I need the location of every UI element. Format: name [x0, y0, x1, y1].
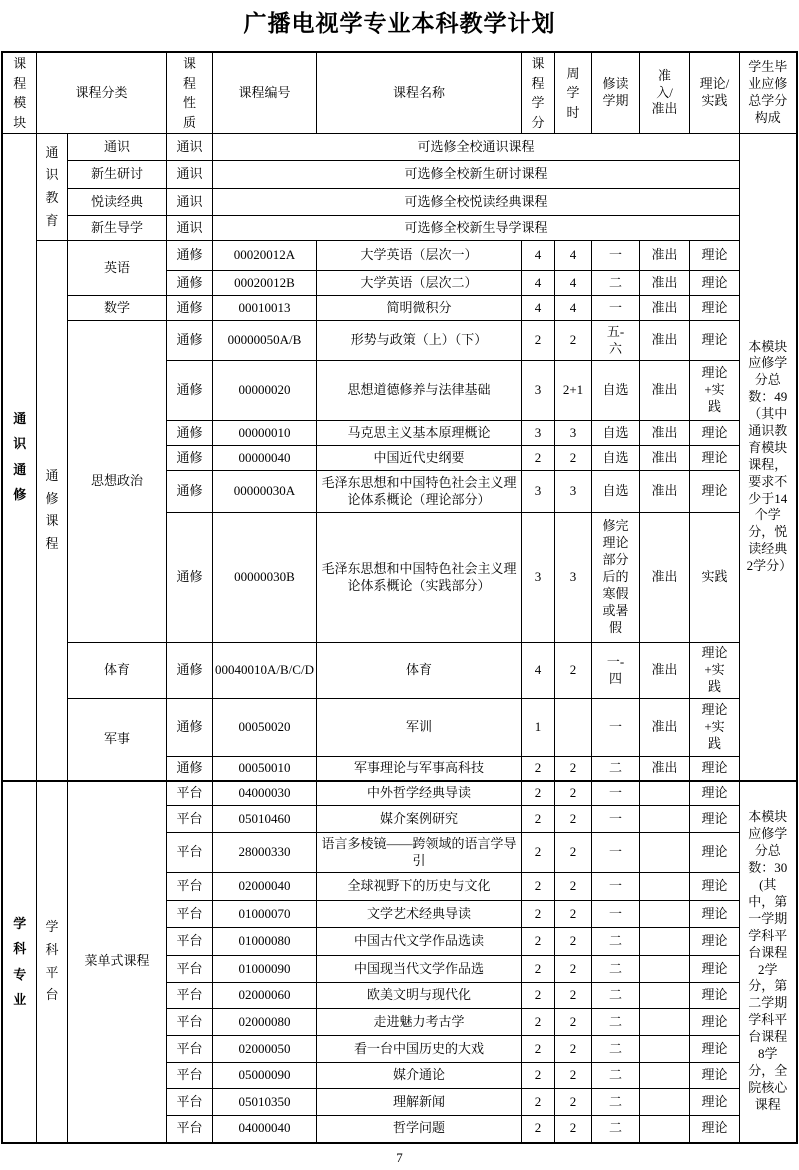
course-nature: 平台	[167, 833, 213, 873]
course-semester: 一	[592, 901, 640, 928]
course-code: 00050010	[213, 757, 317, 781]
table-row	[2, 699, 796, 757]
course-theory-practice: 理论	[690, 928, 740, 956]
course-name: 媒介案例研究	[317, 806, 522, 833]
elective-note: 可选修全校通识课程	[213, 134, 740, 161]
course-name: 欧美文明与现代化	[317, 983, 522, 1009]
table-row	[2, 781, 796, 806]
course-name: 军训	[317, 699, 522, 757]
elective-note: 可选修全校新生导学课程	[213, 216, 740, 241]
course-theory-practice: 理论	[690, 983, 740, 1009]
course-semester: 自选	[592, 421, 640, 446]
course-name: 哲学问题	[317, 1116, 522, 1143]
course-theory-practice: 理论	[690, 757, 740, 781]
course-name: 马克思主义基本原理概论	[317, 421, 522, 446]
course-credits: 2	[522, 873, 555, 901]
course-credits: 3	[522, 361, 555, 421]
course-credits: 2	[522, 1089, 555, 1116]
course-semester: 自选	[592, 471, 640, 513]
course-entry-exit	[640, 873, 690, 901]
course-code: 00010013	[213, 296, 317, 321]
course-theory-practice: 理论	[690, 321, 740, 361]
course-name: 中国现当代文学作品选	[317, 956, 522, 983]
table-row	[2, 241, 796, 271]
course-nature: 通修	[167, 643, 213, 699]
row-category: 通识	[67, 134, 166, 161]
course-entry-exit	[640, 1063, 690, 1089]
course-credits: 2	[522, 1116, 555, 1143]
course-theory-practice: 理论	[690, 901, 740, 928]
elective-note: 可选修全校悦读经典课程	[213, 189, 740, 216]
course-credits: 2	[522, 956, 555, 983]
course-hours: 2	[555, 757, 592, 781]
col-header-grad-total: 学生毕业应修总学分构成	[740, 52, 797, 134]
course-nature: 通识	[167, 161, 213, 189]
course-entry-exit	[640, 983, 690, 1009]
course-credits: 4	[522, 241, 555, 271]
course-credits: 2	[522, 1063, 555, 1089]
header-row	[2, 52, 796, 134]
course-hours: 2	[555, 928, 592, 956]
course-entry-exit: 准出	[640, 757, 690, 781]
course-nature: 通修	[167, 421, 213, 446]
course-semester: 一	[592, 781, 640, 806]
course-semester: 一-四	[592, 643, 640, 699]
course-theory-practice: 理论	[690, 241, 740, 271]
course-credits: 2	[522, 983, 555, 1009]
course-hours: 2	[555, 873, 592, 901]
course-code: 00050020	[213, 699, 317, 757]
course-code: 02000040	[213, 873, 317, 901]
course-semester: 自选	[592, 361, 640, 421]
course-semester: 二	[592, 956, 640, 983]
row-category: 菜单式课程	[67, 781, 166, 1143]
table-row	[2, 321, 796, 361]
course-entry-exit	[640, 1009, 690, 1036]
course-code: 28000330	[213, 833, 317, 873]
course-name: 中国古代文学作品选读	[317, 928, 522, 956]
course-name: 毛泽东思想和中国特色社会主义理论体系概论（理论部分）	[317, 471, 522, 513]
course-code: 00020012B	[213, 271, 317, 296]
course-credits: 2	[522, 757, 555, 781]
course-entry-exit: 准出	[640, 296, 690, 321]
course-semester: 五-六	[592, 321, 640, 361]
course-nature: 平台	[167, 928, 213, 956]
module2-credit-note: 本模块应修学分总数：30(其中，第一学期学科平台课程2学分，第二学期学科平台课程8学分，全院核心课程	[740, 781, 797, 1143]
course-nature: 通修	[167, 321, 213, 361]
module2-label: 学科专业	[2, 781, 36, 1143]
course-hours: 4	[555, 241, 592, 271]
row-category: 思想政治	[67, 321, 166, 643]
course-code: 00000050A/B	[213, 321, 317, 361]
course-name: 大学英语（层次一）	[317, 241, 522, 271]
course-entry-exit	[640, 806, 690, 833]
course-nature: 通识	[167, 216, 213, 241]
table-row	[2, 189, 796, 216]
course-credits: 3	[522, 513, 555, 643]
module1-label: 通识通修	[2, 134, 36, 781]
course-entry-exit	[640, 833, 690, 873]
course-hours: 2	[555, 446, 592, 471]
course-name: 理解新闻	[317, 1089, 522, 1116]
course-hours: 2	[555, 1036, 592, 1063]
col-header-category: 课程分类	[36, 52, 166, 134]
course-nature: 平台	[167, 956, 213, 983]
col-header-entry-exit: 准入/准出	[640, 52, 690, 134]
course-nature: 通修	[167, 471, 213, 513]
course-hours: 2	[555, 781, 592, 806]
course-code: 00000020	[213, 361, 317, 421]
course-code: 02000060	[213, 983, 317, 1009]
course-credits: 2	[522, 901, 555, 928]
course-name: 中国近代史纲要	[317, 446, 522, 471]
course-credits: 2	[522, 806, 555, 833]
course-code: 00000040	[213, 446, 317, 471]
course-semester: 二	[592, 1009, 640, 1036]
course-entry-exit: 准出	[640, 446, 690, 471]
course-nature: 通修	[167, 241, 213, 271]
course-hours: 4	[555, 296, 592, 321]
course-nature: 通修	[167, 361, 213, 421]
course-code: 00040010A/B/C/D	[213, 643, 317, 699]
course-hours: 3	[555, 471, 592, 513]
course-theory-practice: 理论	[690, 471, 740, 513]
course-nature: 通修	[167, 296, 213, 321]
course-hours: 2	[555, 1009, 592, 1036]
page-title: 广播电视学专业本科教学计划	[243, 10, 556, 36]
course-code: 05000090	[213, 1063, 317, 1089]
course-theory-practice: 理论	[690, 781, 740, 806]
course-hours: 2	[555, 321, 592, 361]
course-nature: 通识	[167, 134, 213, 161]
course-theory-practice: 理论	[690, 446, 740, 471]
course-name: 走进魅力考古学	[317, 1009, 522, 1036]
col-header-module: 课程模块	[2, 52, 36, 134]
course-theory-practice: 理论	[690, 1089, 740, 1116]
course-semester: 修完理论部分后的寒假或暑假	[592, 513, 640, 643]
course-semester: 一	[592, 296, 640, 321]
table-row	[2, 643, 796, 699]
row-category: 数学	[67, 296, 166, 321]
course-entry-exit: 准出	[640, 421, 690, 446]
course-entry-exit	[640, 928, 690, 956]
course-code: 00000030B	[213, 513, 317, 643]
course-semester: 一	[592, 873, 640, 901]
course-nature: 平台	[167, 873, 213, 901]
course-code: 05010350	[213, 1089, 317, 1116]
course-hours: 2	[555, 983, 592, 1009]
course-theory-practice: 理论	[690, 956, 740, 983]
course-theory-practice: 理论	[690, 806, 740, 833]
course-hours: 2	[555, 956, 592, 983]
row-category: 英语	[67, 241, 166, 296]
course-credits: 3	[522, 421, 555, 446]
col-header-code: 课程编号	[213, 52, 317, 134]
table-row	[2, 134, 796, 161]
course-credits: 4	[522, 643, 555, 699]
course-theory-practice: 理论	[690, 421, 740, 446]
col-header-credits: 课程学分	[522, 52, 555, 134]
course-theory-practice: 理论	[690, 1036, 740, 1063]
teaching-plan-table	[1, 51, 797, 1144]
course-name: 大学英语（层次二）	[317, 271, 522, 296]
course-credits: 2	[522, 1009, 555, 1036]
elective-note: 可选修全校新生研讨课程	[213, 161, 740, 189]
course-semester: 二	[592, 271, 640, 296]
course-semester: 一	[592, 833, 640, 873]
course-nature: 平台	[167, 1063, 213, 1089]
course-nature: 通识	[167, 189, 213, 216]
course-entry-exit: 准出	[640, 471, 690, 513]
course-name: 军事理论与军事高科技	[317, 757, 522, 781]
course-entry-exit: 准出	[640, 241, 690, 271]
course-name: 文学艺术经典导读	[317, 901, 522, 928]
row-category: 新生研讨	[67, 161, 166, 189]
course-theory-practice: 理论	[690, 1063, 740, 1089]
row-category: 体育	[67, 643, 166, 699]
course-hours: 4	[555, 271, 592, 296]
course-semester: 二	[592, 928, 640, 956]
col-header-theory-practice: 理论/实践	[690, 52, 740, 134]
course-code: 01000090	[213, 956, 317, 983]
course-nature: 平台	[167, 1116, 213, 1143]
course-credits: 2	[522, 1036, 555, 1063]
page-number: 7	[396, 1149, 403, 1165]
course-semester: 自选	[592, 446, 640, 471]
course-semester: 二	[592, 1116, 640, 1143]
course-semester: 二	[592, 1036, 640, 1063]
course-nature: 平台	[167, 806, 213, 833]
course-semester: 一	[592, 241, 640, 271]
course-credits: 2	[522, 928, 555, 956]
module1-credit-note: 本模块应修学分总数：49（其中通识教育模块课程，要求不少于14个学分，悦读经典2学分）	[740, 134, 797, 781]
course-entry-exit	[640, 901, 690, 928]
course-semester: 一	[592, 699, 640, 757]
course-nature: 通修	[167, 699, 213, 757]
course-credits: 2	[522, 446, 555, 471]
course-hours: 2	[555, 1089, 592, 1116]
course-nature: 平台	[167, 1036, 213, 1063]
course-name: 简明微积分	[317, 296, 522, 321]
col-header-semester: 修读学期	[592, 52, 640, 134]
course-hours	[555, 699, 592, 757]
course-name: 形势与政策（上）（下）	[317, 321, 522, 361]
course-semester: 二	[592, 757, 640, 781]
course-name: 看一台中国历史的大戏	[317, 1036, 522, 1063]
course-nature: 平台	[167, 781, 213, 806]
course-name: 语言多棱镜——跨领域的语言学导引	[317, 833, 522, 873]
course-entry-exit: 准出	[640, 643, 690, 699]
course-credits: 2	[522, 781, 555, 806]
course-code: 01000080	[213, 928, 317, 956]
course-entry-exit: 准出	[640, 321, 690, 361]
col-header-weekly-hours: 周学时	[555, 52, 592, 134]
course-nature: 平台	[167, 1009, 213, 1036]
course-theory-practice: 理论	[690, 873, 740, 901]
course-hours: 2	[555, 1063, 592, 1089]
table-row	[2, 296, 796, 321]
course-nature: 平台	[167, 983, 213, 1009]
course-semester: 二	[592, 1089, 640, 1116]
col-header-name: 课程名称	[317, 52, 522, 134]
course-theory-practice: 理论	[690, 296, 740, 321]
course-name: 全球视野下的历史与文化	[317, 873, 522, 901]
course-semester: 二	[592, 1063, 640, 1089]
course-hours: 2+1	[555, 361, 592, 421]
row-category: 军事	[67, 699, 166, 781]
course-entry-exit	[640, 1116, 690, 1143]
course-hours: 2	[555, 901, 592, 928]
course-credits: 4	[522, 296, 555, 321]
course-code: 01000070	[213, 901, 317, 928]
course-hours: 2	[555, 806, 592, 833]
course-credits: 4	[522, 271, 555, 296]
course-code: 02000080	[213, 1009, 317, 1036]
course-name: 思想道德修养与法律基础	[317, 361, 522, 421]
course-name: 中外哲学经典导读	[317, 781, 522, 806]
course-name: 体育	[317, 643, 522, 699]
row-category: 新生导学	[67, 216, 166, 241]
course-nature: 平台	[167, 901, 213, 928]
group-general-education: 通识教育	[36, 134, 67, 241]
course-code: 00020012A	[213, 241, 317, 271]
course-nature: 通修	[167, 757, 213, 781]
course-hours: 2	[555, 1116, 592, 1143]
course-code: 05010460	[213, 806, 317, 833]
course-semester: 二	[592, 983, 640, 1009]
course-hours: 2	[555, 643, 592, 699]
course-theory-practice: 理论	[690, 271, 740, 296]
course-theory-practice: 理论	[690, 833, 740, 873]
course-semester: 一	[592, 806, 640, 833]
course-credits: 2	[522, 321, 555, 361]
course-theory-practice: 理论+实践	[690, 643, 740, 699]
course-nature: 通修	[167, 513, 213, 643]
course-hours: 2	[555, 833, 592, 873]
course-entry-exit	[640, 1089, 690, 1116]
course-hours: 3	[555, 421, 592, 446]
table-row	[2, 161, 796, 189]
course-nature: 通修	[167, 446, 213, 471]
table-row	[2, 216, 796, 241]
course-credits: 1	[522, 699, 555, 757]
course-name: 媒介通论	[317, 1063, 522, 1089]
row-category: 悦读经典	[67, 189, 166, 216]
course-code: 00000010	[213, 421, 317, 446]
group-common-courses: 通修课程	[36, 241, 67, 781]
course-code: 00000030A	[213, 471, 317, 513]
course-code: 02000050	[213, 1036, 317, 1063]
course-entry-exit	[640, 781, 690, 806]
course-entry-exit	[640, 1036, 690, 1063]
course-entry-exit	[640, 956, 690, 983]
course-theory-practice: 理论	[690, 1116, 740, 1143]
course-nature: 平台	[167, 1089, 213, 1116]
col-header-nature: 课程性质	[167, 52, 213, 134]
course-nature: 通修	[167, 271, 213, 296]
course-entry-exit: 准出	[640, 361, 690, 421]
course-code: 04000030	[213, 781, 317, 806]
course-entry-exit: 准出	[640, 271, 690, 296]
course-entry-exit: 准出	[640, 513, 690, 643]
group-discipline-platform: 学科平台	[36, 781, 67, 1143]
course-theory-practice: 理论	[690, 1009, 740, 1036]
course-credits: 3	[522, 471, 555, 513]
course-theory-practice: 理论+实践	[690, 699, 740, 757]
course-theory-practice: 实践	[690, 513, 740, 643]
course-credits: 2	[522, 833, 555, 873]
course-code: 04000040	[213, 1116, 317, 1143]
course-entry-exit: 准出	[640, 699, 690, 757]
course-theory-practice: 理论+实践	[690, 361, 740, 421]
course-name: 毛泽东思想和中国特色社会主义理论体系概论（实践部分）	[317, 513, 522, 643]
course-hours: 3	[555, 513, 592, 643]
